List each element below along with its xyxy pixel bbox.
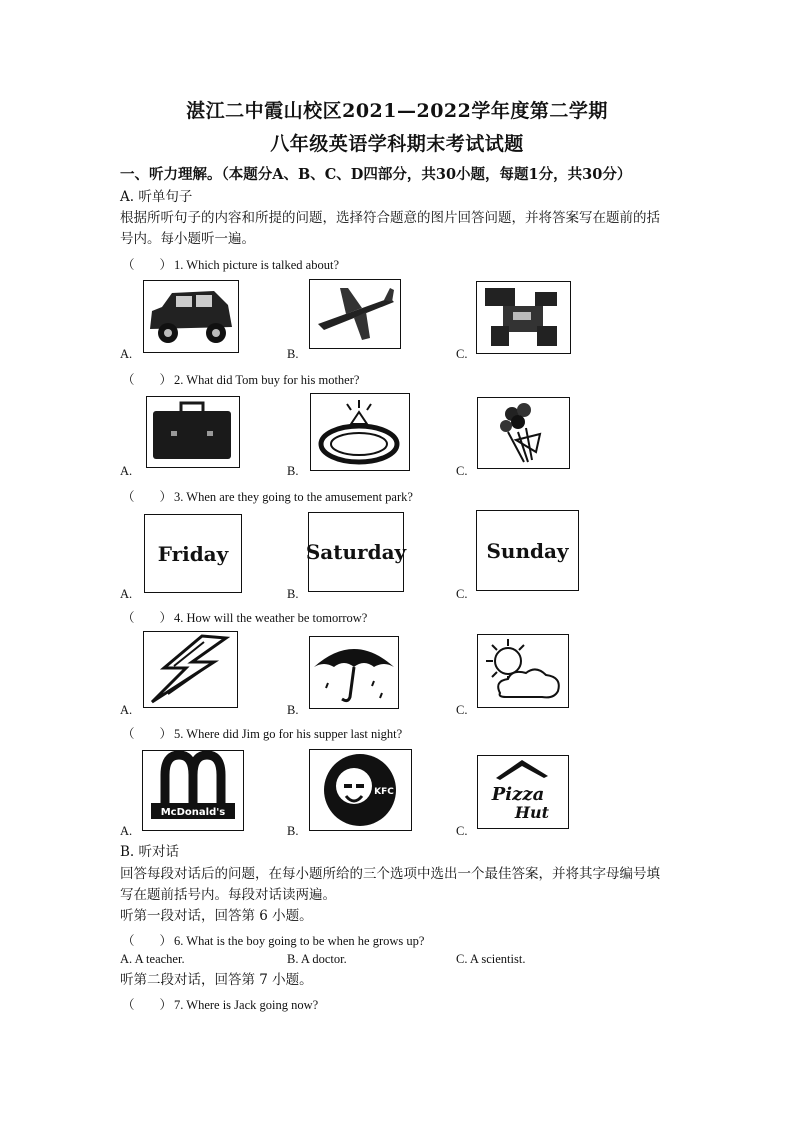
q1-label-c: C.: [456, 347, 468, 361]
q4-label-c: C.: [456, 703, 468, 717]
dialog-2-intro: 听第二段对话，回答第 7 小题。: [120, 972, 313, 988]
mcdonalds-logo-text: McDonald's: [160, 807, 226, 818]
q4-label-a: A.: [120, 703, 133, 717]
q3-label-c: C.: [456, 587, 468, 601]
q5-label-c: C.: [456, 824, 468, 838]
partB-instructions-2: 写在题前括号内。每段对话读两遍。: [120, 887, 336, 903]
q1-option-a-image[interactable]: [143, 280, 239, 353]
partA-instructions-2: 号内。每小题听一遍。: [120, 231, 255, 247]
q2-option-b-image[interactable]: [310, 393, 410, 471]
pizza-hut-logo-icon: [478, 756, 567, 827]
q5-label-b: B.: [287, 824, 299, 838]
answer-paren[interactable]: （ ）: [122, 934, 173, 948]
car-icon: [144, 281, 237, 351]
robot-icon: [477, 282, 569, 352]
section1-heading: 一、听力理解。（本题分A、B、C、D四部分，共30小题，每题1分，共30分）: [120, 166, 632, 183]
question-3: （ ） 3. When are they going to the amusement park?: [122, 487, 413, 505]
kfc-logo-icon: [310, 750, 410, 829]
q6-option-a[interactable]: A. A teacher.: [120, 952, 185, 966]
partB-instructions-1: 回答每段对话后的问题，在每小题所给的三个选项中选出一个最佳答案，并将其字母编号填: [120, 866, 660, 882]
exam-title-line1: 湛江二中霞山校区2021—2022学年度第二学期: [186, 100, 608, 122]
question-5: （ ） 5. Where did Jim go for his supper last night?: [122, 724, 402, 742]
answer-paren[interactable]: （ ）: [122, 373, 173, 387]
answer-paren[interactable]: （ ）: [122, 727, 173, 741]
question-7: （ ） 7. Where is Jack going now?: [122, 995, 318, 1013]
answer-paren[interactable]: （ ）: [122, 490, 173, 504]
q4-option-a-image[interactable]: [143, 631, 238, 708]
q5-label-a: A.: [120, 824, 133, 838]
partA-heading: A. 听单句子: [120, 189, 193, 205]
q5-option-a-image[interactable]: [142, 750, 244, 831]
q3-option-c-image[interactable]: Sunday: [476, 510, 579, 591]
q4-option-c-image[interactable]: [477, 634, 569, 708]
airplane-icon: [310, 280, 399, 347]
ring-icon: [311, 394, 408, 469]
exam-title-line2: 八年级英语学科期末考试试题: [270, 133, 524, 155]
kfc-logo-text: KFC: [374, 787, 394, 797]
sun-cloud-icon: [478, 635, 567, 706]
pizza-hut-logo-text-2: Hut: [514, 803, 550, 822]
q3-option-a-image[interactable]: Friday: [144, 514, 242, 593]
q4-label-b: B.: [287, 703, 299, 717]
flowers-icon: [478, 398, 568, 467]
q3-label-b: B.: [287, 587, 299, 601]
partA-instructions-1: 根据所听句子的内容和所提的问题，选择符合题意的图片回答问题，并将答案写在题前的括: [120, 210, 660, 226]
q1-label-a: A.: [120, 347, 133, 361]
q2-option-a-image[interactable]: [146, 396, 240, 468]
q2-label-a: A.: [120, 464, 133, 478]
mcdonalds-logo-icon: [143, 751, 242, 829]
dialog-1-intro: 听第一段对话，回答第 6 小题。: [120, 908, 313, 924]
partB-heading: B. 听对话: [120, 844, 180, 860]
q5-option-b-image[interactable]: [309, 749, 412, 831]
q1-label-b: B.: [287, 347, 299, 361]
question-4: （ ） 4. How will the weather be tomorrow?: [122, 608, 367, 626]
q2-label-b: B.: [287, 464, 299, 478]
pizza-hut-logo-text-1: Pizza: [491, 784, 545, 805]
question-2: （ ） 2. What did Tom buy for his mother?: [122, 370, 359, 388]
q6-option-c[interactable]: C. A scientist.: [456, 952, 526, 966]
q3-label-a: A.: [120, 587, 133, 601]
answer-paren[interactable]: （ ）: [122, 998, 173, 1012]
answer-paren[interactable]: （ ）: [122, 611, 173, 625]
answer-paren[interactable]: （ ）: [122, 258, 173, 272]
q3-option-b-image[interactable]: Saturday: [308, 512, 404, 592]
q5-option-c-image[interactable]: [477, 755, 569, 829]
question-6: （ ） 6. What is the boy going to be when he grows up?: [122, 931, 424, 949]
q1-option-c-image[interactable]: [476, 281, 571, 354]
q4-option-b-image[interactable]: [309, 636, 399, 709]
lightning-icon: [144, 632, 236, 706]
q2-option-c-image[interactable]: [477, 397, 570, 469]
bag-icon: [147, 397, 238, 466]
q2-label-c: C.: [456, 464, 468, 478]
question-1: （ ） 1. Which picture is talked about?: [122, 255, 339, 273]
q1-option-b-image[interactable]: [309, 279, 401, 349]
q6-option-b[interactable]: B. A doctor.: [287, 952, 347, 966]
umbrella-icon: [310, 637, 397, 707]
